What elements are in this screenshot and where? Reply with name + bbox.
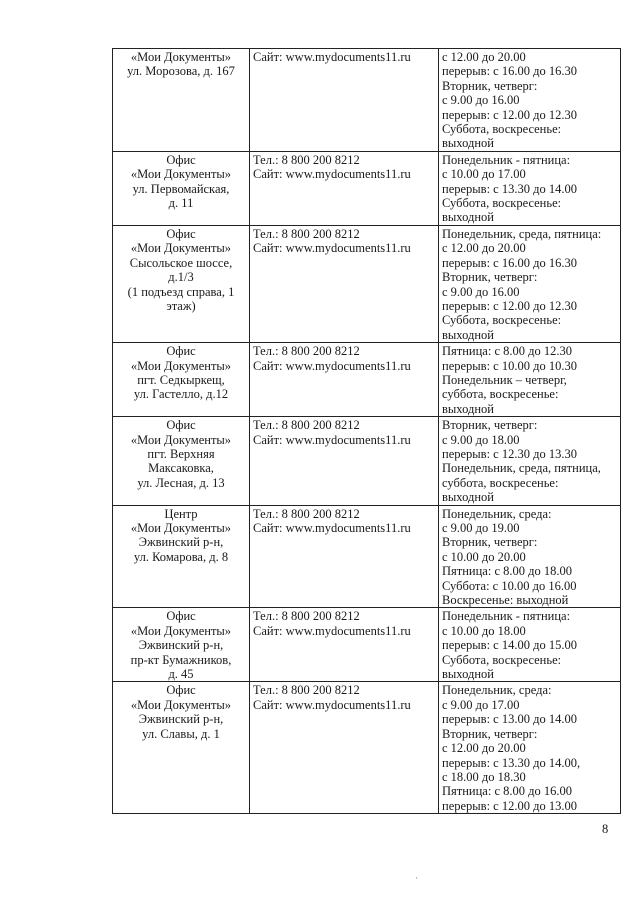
office-line: «Мои Документы» bbox=[130, 167, 232, 182]
office-line: ул. Морозова, д. 167 bbox=[127, 64, 235, 79]
office-line: «Мои Документы» bbox=[130, 241, 232, 256]
office-line: Центр bbox=[164, 506, 198, 521]
phone-text: Тел.: 8 800 200 8212 bbox=[253, 226, 360, 241]
office-line: ул. Гастелло, д.12 bbox=[133, 387, 229, 402]
contact-cell bbox=[250, 343, 439, 417]
website-text: Сайт: www.mydocuments11.ru bbox=[253, 50, 411, 64]
office-line: «Мои Документы» bbox=[130, 697, 232, 712]
office-line: ул. Лесная, д. 13 bbox=[137, 475, 225, 490]
hours-line: с 12.00 до 20.00 bbox=[442, 50, 526, 64]
phone-text: Тел.: 8 800 200 8212 bbox=[253, 683, 360, 698]
office-cell bbox=[113, 505, 250, 608]
scan-speck: · bbox=[415, 873, 418, 883]
offices-table bbox=[112, 48, 621, 814]
hours-line: с 9.00 до 16.00 bbox=[442, 284, 520, 299]
hours-cell bbox=[439, 343, 621, 417]
hours-line: перерыв: с 12.00 до 13.00 bbox=[442, 798, 577, 813]
hours-line: с 12.00 до 20.00 bbox=[442, 741, 526, 756]
table-row bbox=[113, 505, 621, 608]
office-cell bbox=[113, 682, 250, 814]
office-line: Офис bbox=[166, 418, 196, 433]
table-row bbox=[113, 49, 621, 152]
website-text: Сайт: www.mydocuments11.ru bbox=[253, 432, 411, 447]
hours-line: Суббота, воскресенье: bbox=[442, 652, 562, 667]
hours-line: Понедельник, среда: bbox=[442, 683, 552, 698]
phone-text: Тел.: 8 800 200 8212 bbox=[253, 418, 360, 433]
office-line: «Мои Документы» bbox=[130, 521, 232, 535]
hours-cell bbox=[439, 225, 621, 342]
hours-line: перерыв: с 13.00 до 14.00 bbox=[442, 712, 577, 727]
hours-line: Понедельник, среда, пятница, bbox=[442, 461, 601, 476]
hours-line: Понедельник - пятница: bbox=[442, 609, 571, 624]
hours-line: Пятница: с 8.00 до 18.00 bbox=[442, 564, 572, 579]
hours-line: перерыв: с 16.00 до 16.30 bbox=[442, 255, 577, 270]
office-line: Эжвинский р-н, bbox=[138, 638, 224, 653]
hours-line: перерыв: с 10.00 до 10.30 bbox=[442, 358, 577, 373]
contact-cell bbox=[250, 505, 439, 608]
office-line: Офис bbox=[166, 683, 196, 698]
table-row bbox=[113, 151, 621, 225]
hours-line: перерыв: с 14.00 до 15.00 bbox=[442, 638, 577, 653]
hours-line: Суббота: с 10.00 до 16.00 bbox=[442, 578, 577, 593]
website-text: Сайт: www.mydocuments11.ru bbox=[253, 697, 411, 712]
hours-line: Понедельник, среда, пятница: bbox=[442, 226, 602, 241]
contact-cell bbox=[250, 225, 439, 342]
hours-line: Суббота, воскресенье: bbox=[442, 196, 562, 211]
hours-line: Понедельник, среда: bbox=[442, 506, 552, 521]
office-cell bbox=[113, 417, 250, 505]
hours-line: Вторник, четверг: bbox=[442, 726, 538, 741]
phone-text: Тел.: 8 800 200 8212 bbox=[253, 152, 360, 167]
hours-line: Суббота, воскресенье: bbox=[442, 122, 562, 137]
office-line: д. 11 bbox=[168, 196, 194, 211]
office-line: ул. Комарова, д. 8 bbox=[133, 549, 229, 564]
office-line: пгт. Седкыркещ, bbox=[137, 372, 225, 387]
page-number: 8 bbox=[602, 822, 609, 836]
phone-text: Тел.: 8 800 200 8212 bbox=[253, 506, 360, 521]
hours-line: выходной bbox=[442, 136, 494, 151]
office-line: «Мои Документы» bbox=[130, 358, 232, 373]
website-text: Сайт: www.mydocuments11.ru bbox=[253, 521, 411, 535]
hours-line: с 10.00 до 18.00 bbox=[442, 623, 526, 638]
office-cell bbox=[113, 151, 250, 225]
hours-line: перерыв: с 13.30 до 14.00 bbox=[442, 181, 577, 196]
phone-text: Тел.: 8 800 200 8212 bbox=[253, 609, 360, 624]
office-cell bbox=[113, 49, 250, 152]
hours-line: выходной bbox=[442, 401, 494, 416]
office-cell bbox=[113, 608, 250, 682]
office-line: Офис bbox=[166, 609, 196, 624]
hours-line: суббота, воскресенье: bbox=[442, 387, 559, 402]
hours-line: выходной bbox=[442, 490, 494, 505]
office-line: Офис bbox=[166, 344, 196, 359]
contact-cell bbox=[250, 49, 439, 152]
office-line: д.1/3 bbox=[168, 270, 194, 285]
contact-cell bbox=[250, 682, 439, 814]
hours-cell bbox=[439, 505, 621, 608]
hours-line: Вторник, четверг: bbox=[442, 535, 538, 550]
hours-line: Пятница: с 8.00 до 12.30 bbox=[442, 344, 572, 359]
hours-cell bbox=[439, 49, 621, 152]
phone-text: Тел.: 8 800 200 8212 bbox=[253, 344, 360, 359]
office-line: «Мои Документы» bbox=[130, 623, 232, 638]
office-line: ул. Первомайская, bbox=[132, 181, 230, 196]
hours-line: выходной bbox=[442, 327, 494, 342]
contact-cell bbox=[250, 608, 439, 682]
table-row bbox=[113, 608, 621, 682]
hours-line: с 9.00 до 18.00 bbox=[442, 432, 520, 447]
website-text: Сайт: www.mydocuments11.ru bbox=[253, 358, 411, 373]
hours-line: перерыв: с 12.30 до 13.30 bbox=[442, 446, 577, 461]
office-line: Эжвинский р-н, bbox=[138, 712, 224, 727]
table-row bbox=[113, 343, 621, 417]
office-line: этаж) bbox=[166, 298, 196, 313]
hours-cell bbox=[439, 417, 621, 505]
hours-line: с 12.00 до 20.00 bbox=[442, 241, 526, 256]
hours-line: перерыв: с 12.00 до 12.30 bbox=[442, 107, 577, 122]
office-line: пр-кт Бумажников, bbox=[130, 652, 232, 667]
website-text: Сайт: www.mydocuments11.ru bbox=[253, 241, 411, 256]
hours-line: с 10.00 до 17.00 bbox=[442, 167, 526, 182]
hours-line: с 9.00 до 19.00 bbox=[442, 521, 520, 535]
hours-line: перерыв: с 13.30 до 14.00, bbox=[442, 755, 581, 770]
office-line: «Мои Документы» bbox=[130, 50, 232, 64]
hours-line: с 9.00 до 16.00 bbox=[442, 93, 520, 108]
hours-line: с 9.00 до 17.00 bbox=[442, 697, 520, 712]
hours-cell bbox=[439, 608, 621, 682]
table-row bbox=[113, 225, 621, 342]
hours-line: Понедельник - пятница: bbox=[442, 152, 571, 167]
hours-line: с 10.00 до 20.00 bbox=[442, 549, 526, 564]
office-line: д. 45 bbox=[168, 667, 194, 682]
hours-line: Понедельник – четверг, bbox=[442, 372, 567, 387]
hours-line: Вторник, четверг: bbox=[442, 78, 538, 93]
hours-line: перерыв: с 12.00 до 12.30 bbox=[442, 298, 577, 313]
table-row bbox=[113, 682, 621, 814]
hours-line: суббота, воскресенье: bbox=[442, 475, 559, 490]
office-line: (1 подъезд справа, 1 bbox=[127, 284, 235, 299]
office-cell bbox=[113, 343, 250, 417]
office-cell bbox=[113, 225, 250, 342]
hours-line: с 18.00 до 18.30 bbox=[442, 769, 526, 784]
hours-line: выходной bbox=[442, 667, 494, 682]
contact-cell bbox=[250, 417, 439, 505]
hours-cell bbox=[439, 151, 621, 225]
office-line: Сысольское шоссе, bbox=[129, 255, 233, 270]
office-line: Максаковка, bbox=[148, 461, 214, 476]
office-line: ул. Славы, д. 1 bbox=[142, 726, 220, 741]
office-line: «Мои Документы» bbox=[130, 432, 232, 447]
hours-line: Вторник, четверг: bbox=[442, 418, 538, 433]
hours-line: перерыв: с 16.00 до 16.30 bbox=[442, 64, 577, 79]
website-text: Сайт: www.mydocuments11.ru bbox=[253, 623, 411, 638]
hours-line: Пятница: с 8.00 до 16.00 bbox=[442, 784, 572, 799]
website-text: Сайт: www.mydocuments11.ru bbox=[253, 167, 411, 182]
hours-line: выходной bbox=[442, 210, 494, 225]
contact-cell bbox=[250, 151, 439, 225]
office-line: пгт. Верхняя bbox=[147, 446, 215, 461]
office-line: Эжвинский р-н, bbox=[138, 535, 224, 550]
hours-line: Суббота, воскресенье: bbox=[442, 313, 562, 328]
hours-line: Вторник, четверг: bbox=[442, 270, 538, 285]
office-line: Офис bbox=[166, 152, 196, 167]
hours-line: Воскресенье: выходной bbox=[442, 593, 569, 608]
hours-cell bbox=[439, 682, 621, 814]
office-line: Офис bbox=[166, 226, 196, 241]
table-row bbox=[113, 417, 621, 505]
